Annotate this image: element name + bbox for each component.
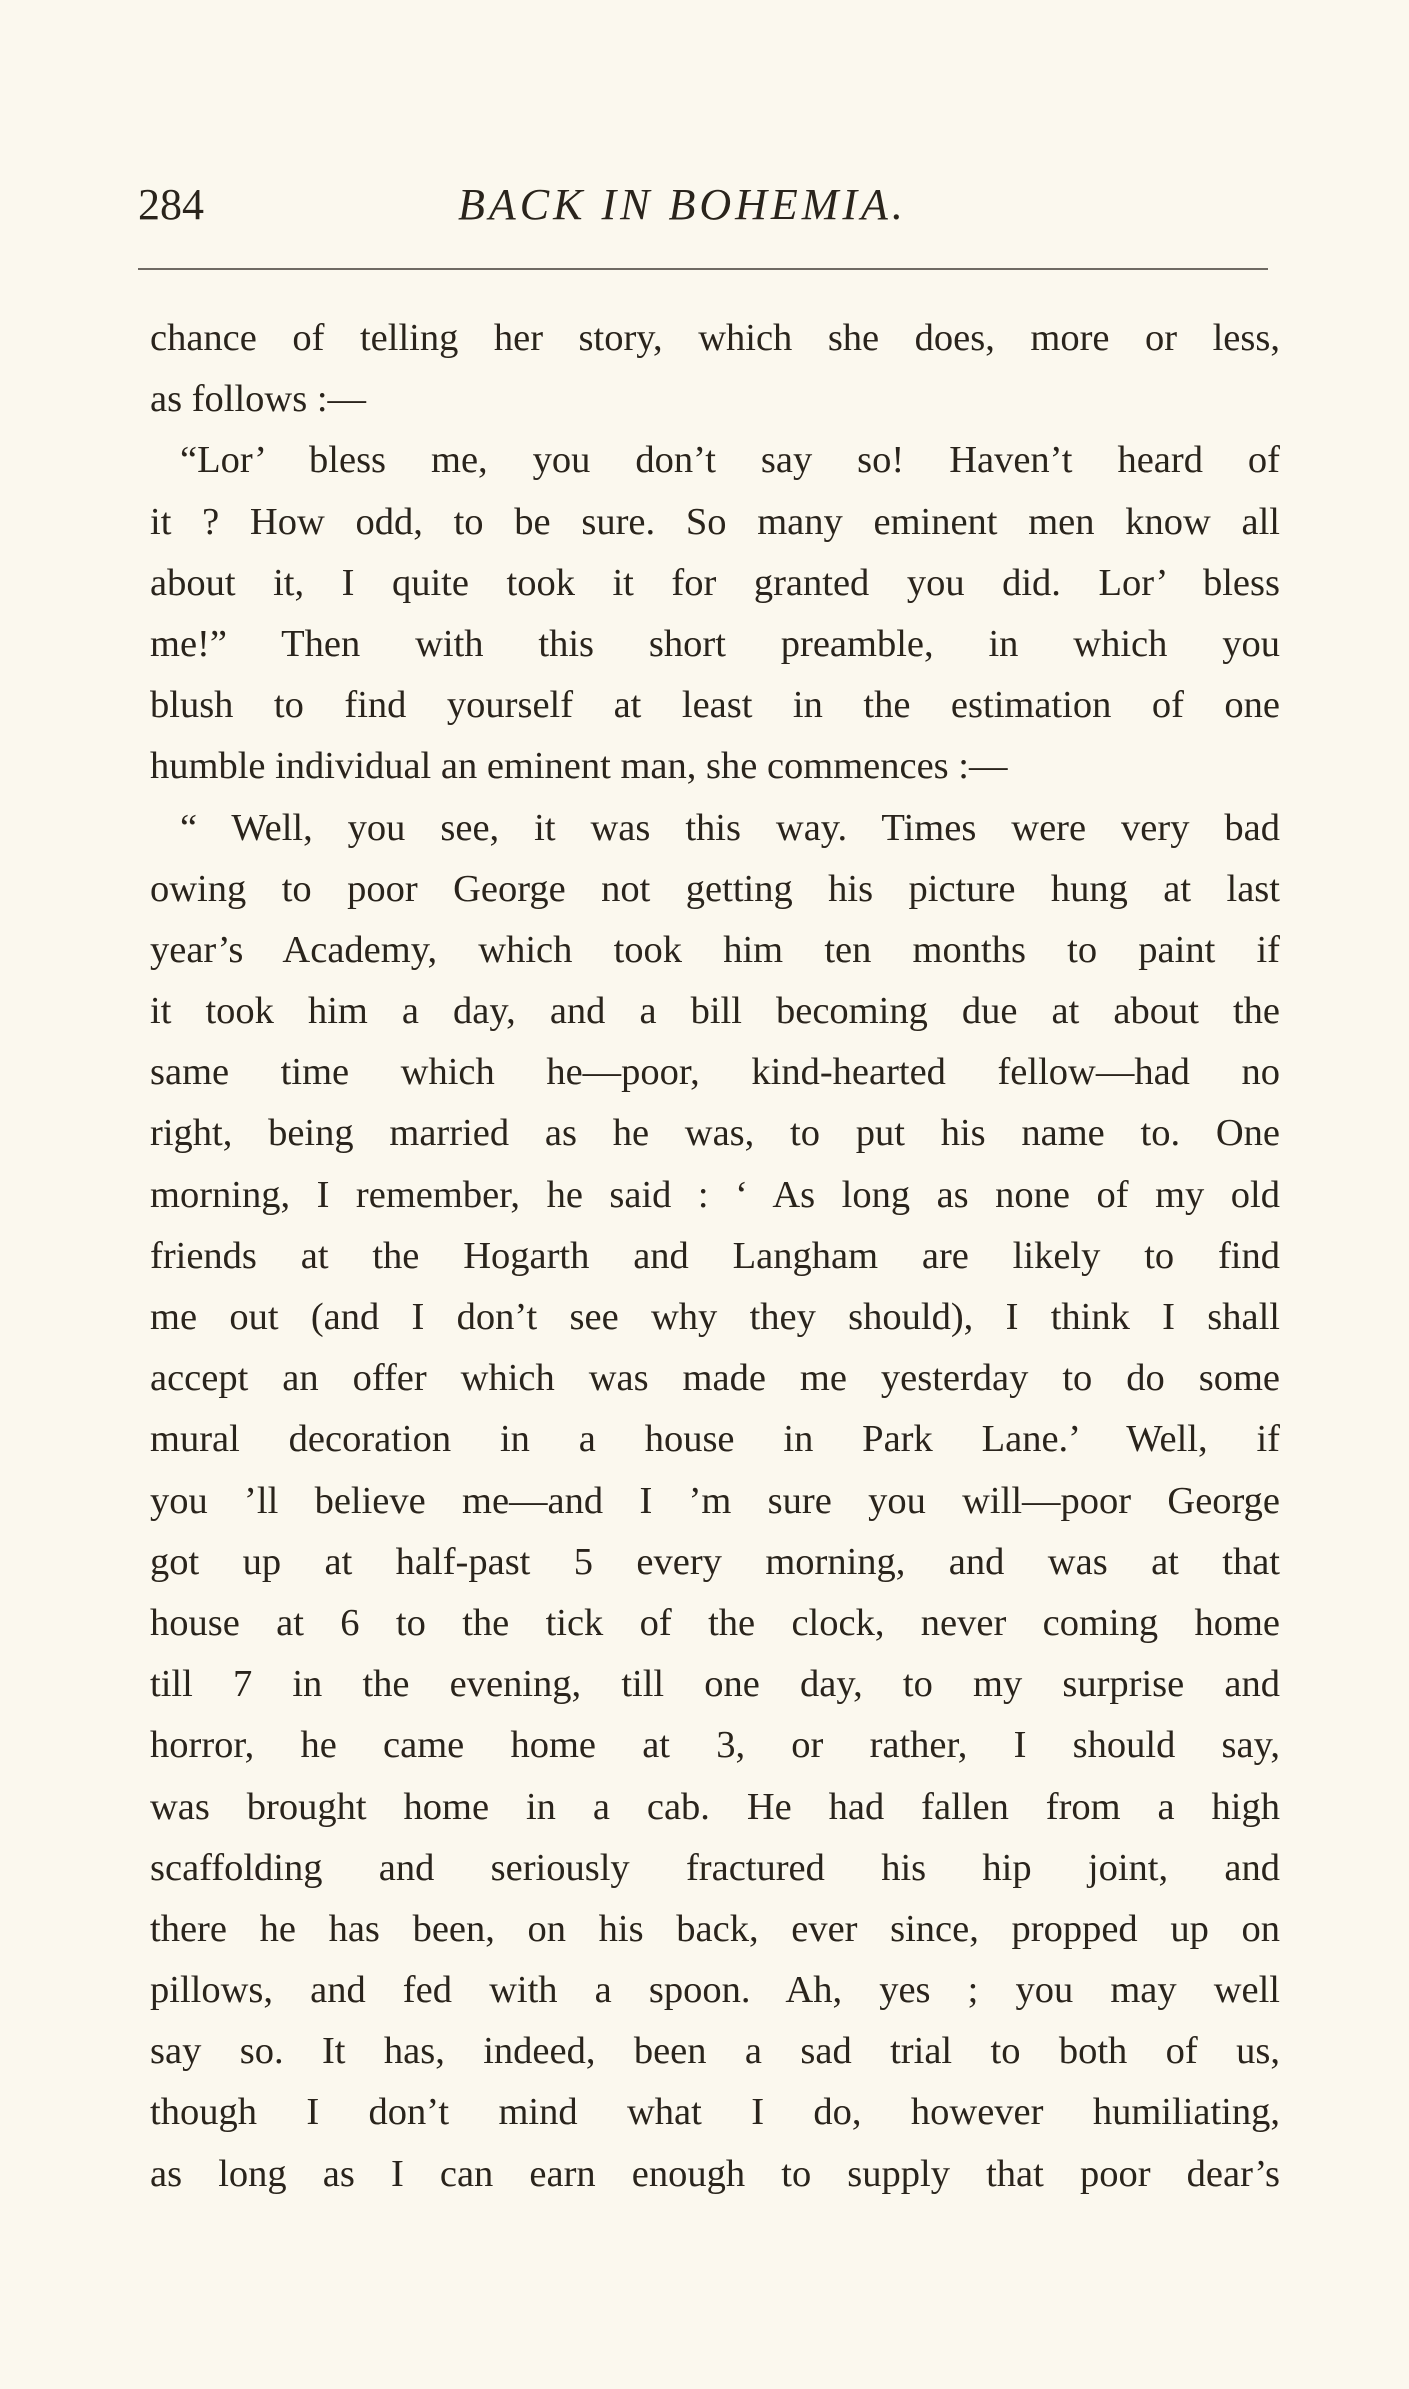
page-number: 284: [138, 180, 204, 229]
text-line: morning, I remember, he said : ‘ As long as none of my old: [150, 1173, 1280, 1216]
text-line: me out (and I don’t see why they should), I think I shall: [150, 1296, 1280, 1338]
text-line: me!” Then with this short preamble, in which you: [150, 622, 1280, 665]
text-line: was brought home in a cab. He had fallen from a high: [150, 1785, 1280, 1828]
text-line: say so. It has, indeed, been a sad trial to both of us,: [150, 2030, 1280, 2073]
text-line: owing to poor George not getting his picture hung at last: [150, 867, 1280, 910]
text-line: house at 6 to the tick of the clock, never coming home: [150, 1601, 1280, 1644]
text-line: horror, he came home at 3, or rather, I should say,: [150, 1724, 1280, 1767]
text-line: pillows, and fed with a spoon. Ah, yes ; you may well: [150, 1969, 1280, 2012]
text-line: accept an offer which was made me yesterday to do some: [150, 1357, 1280, 1400]
text-line: as follows :—: [150, 378, 367, 421]
text-line: till 7 in the evening, till one day, to my surprise and: [150, 1663, 1280, 1706]
text-line: friends at the Hogarth and Langham are likely to find: [150, 1234, 1280, 1277]
text-line: “Lor’ bless me, you don’t say so! Haven’t heard of: [180, 439, 1280, 482]
text-line: chance of telling her story, which she does, more or less,: [150, 317, 1280, 359]
text-line: right, being married as he was, to put his name to. One: [150, 1112, 1280, 1155]
text-line: there he has been, on his back, ever since, propped up on: [150, 1907, 1280, 1950]
text-line: it ? How odd, to be sure. So many eminent men know all: [150, 500, 1280, 543]
text-line: same time which he—poor, kind-hearted fellow—had no: [150, 1051, 1280, 1094]
text-line: though I don’t mind what I do, however humiliating,: [150, 2091, 1280, 2134]
text-line: it took him a day, and a bill becoming due at about the: [150, 990, 1280, 1033]
page-header: [138, 170, 1268, 240]
text-line: got up at half-past 5 every morning, and was at that: [150, 1540, 1280, 1583]
text-line: scaffolding and seriously fractured his hip joint, and: [150, 1846, 1280, 1889]
text-line: as long as I can earn enough to supply that poor dear’s: [150, 2152, 1280, 2195]
text-line: you ’ll believe me—and I ’m sure you will—poor George: [150, 1479, 1280, 1522]
body-text: [150, 308, 1280, 2205]
text-line: “ Well, you see, it was this way. Times were very bad: [180, 806, 1280, 849]
text-line: mural decoration in a house in Park Lane.’ Well, if: [150, 1418, 1280, 1461]
header-rule: [138, 268, 1268, 270]
text-line: blush to find yourself at least in the estimation of one: [150, 684, 1280, 727]
text-line: about it, I quite took it for granted you did. Lor’ bless: [150, 561, 1280, 604]
text-line: humble individual an eminent man, she commences :—: [150, 745, 1008, 788]
running-head: BACK IN BOHEMIA.: [458, 180, 907, 229]
text-line: year’s Academy, which took him ten months to paint if: [150, 928, 1280, 971]
